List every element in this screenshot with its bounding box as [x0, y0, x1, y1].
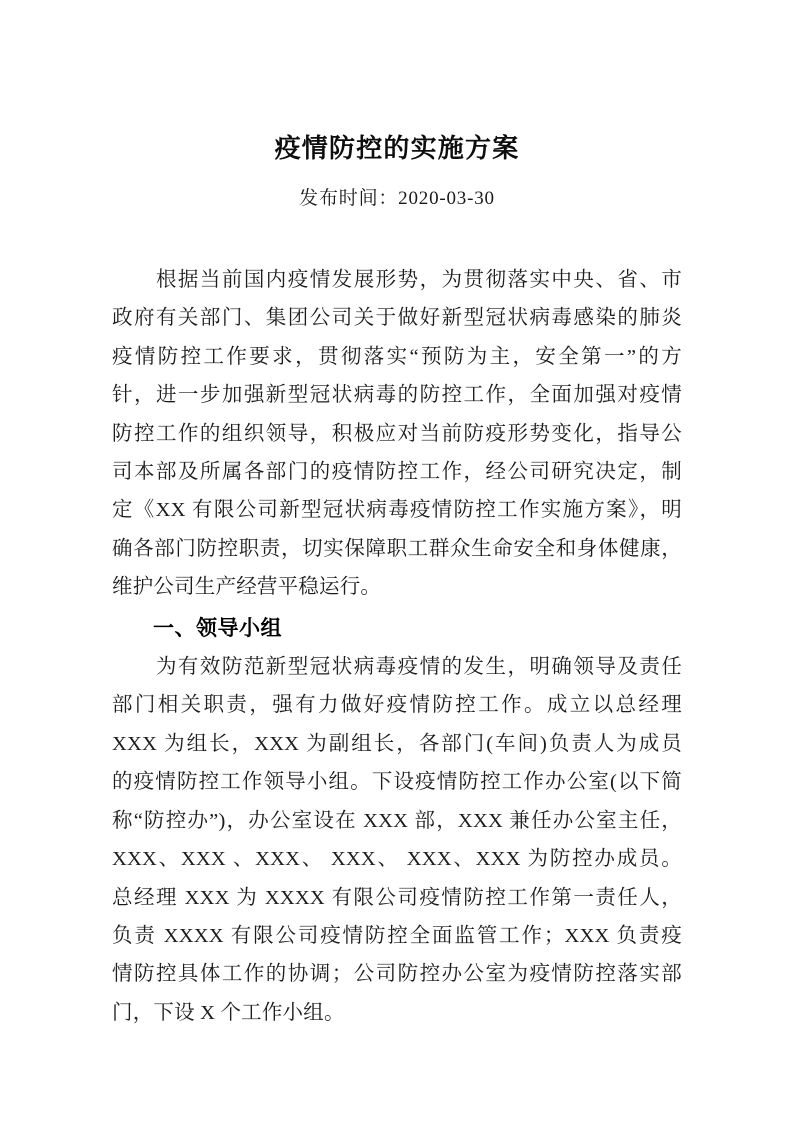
text-line: 防控工作的组织领导，积极应对当前防疫形势变化，指导公 — [112, 422, 682, 445]
paragraph-leadership-group — [112, 648, 682, 1032]
text-line: 负责 XXXX 有限公司疫情防控全面监管工作；XXX 负责疫 — [112, 924, 682, 947]
text-line: 定《XX 有限公司新型冠状病毒疫情防控工作实施方案》，明 — [112, 499, 682, 522]
publish-date: 发布时间：2020-03-30 — [299, 188, 495, 209]
text-line: XXX、XXX 、XXX、 XXX、 XXX、XXX 为防控办成员。 — [112, 848, 682, 871]
text-line: 疫情防控工作要求，贯彻落实“预防为主，安全第一”的方 — [112, 345, 682, 368]
text-line: 确各部门防控职责，切实保障职工群众生命安全和身体健康， — [112, 537, 682, 560]
text-line: 总经理 XXX 为 XXXX 有限公司疫情防控工作第一责任人， — [112, 886, 682, 909]
text-line: 根据当前国内疫情发展形势，为贯彻落实中央、省、市 — [112, 269, 682, 291]
text-line: 称“防控办”)，办公室设在 XXX 部，XXX 兼任办公室主任， — [112, 809, 682, 832]
text-line: 情防控具体工作的协调；公司防控办公室为疫情防控落实部 — [112, 963, 682, 986]
text-line: 政府有关部门、集团公司关于做好新型冠状病毒感染的肺炎 — [112, 307, 682, 330]
text-line: 为有效防范新型冠状病毒疫情的发生，明确领导及责任 — [112, 656, 682, 679]
paragraph-intro — [112, 261, 682, 607]
document-body — [112, 0, 682, 1032]
page-title: 疫情防控的实施方案 — [274, 134, 520, 163]
text-line: 门，下设 X 个工作小组。 — [112, 1001, 345, 1024]
text-line: 部门相关职责，强有力做好疫情防控工作。成立以总经理 — [112, 694, 682, 717]
text-line: 司本部及所属各部门的疫情防控工作，经公司研究决定，制 — [112, 461, 682, 484]
heading-section-1: 一、领导小组 — [153, 615, 282, 640]
text-line: 针，进一步加强新型冠状病毒的防控工作，全面加强对疫情 — [112, 384, 682, 407]
text-line: XXX 为组长，XXX 为副组长，各部门(车间)负责人为成员 — [112, 732, 682, 755]
text-line: 的疫情防控工作领导小组。下设疫情防控工作办公室(以下简 — [112, 771, 682, 794]
text-line: 维护公司生产经营平稳运行。 — [112, 576, 382, 599]
